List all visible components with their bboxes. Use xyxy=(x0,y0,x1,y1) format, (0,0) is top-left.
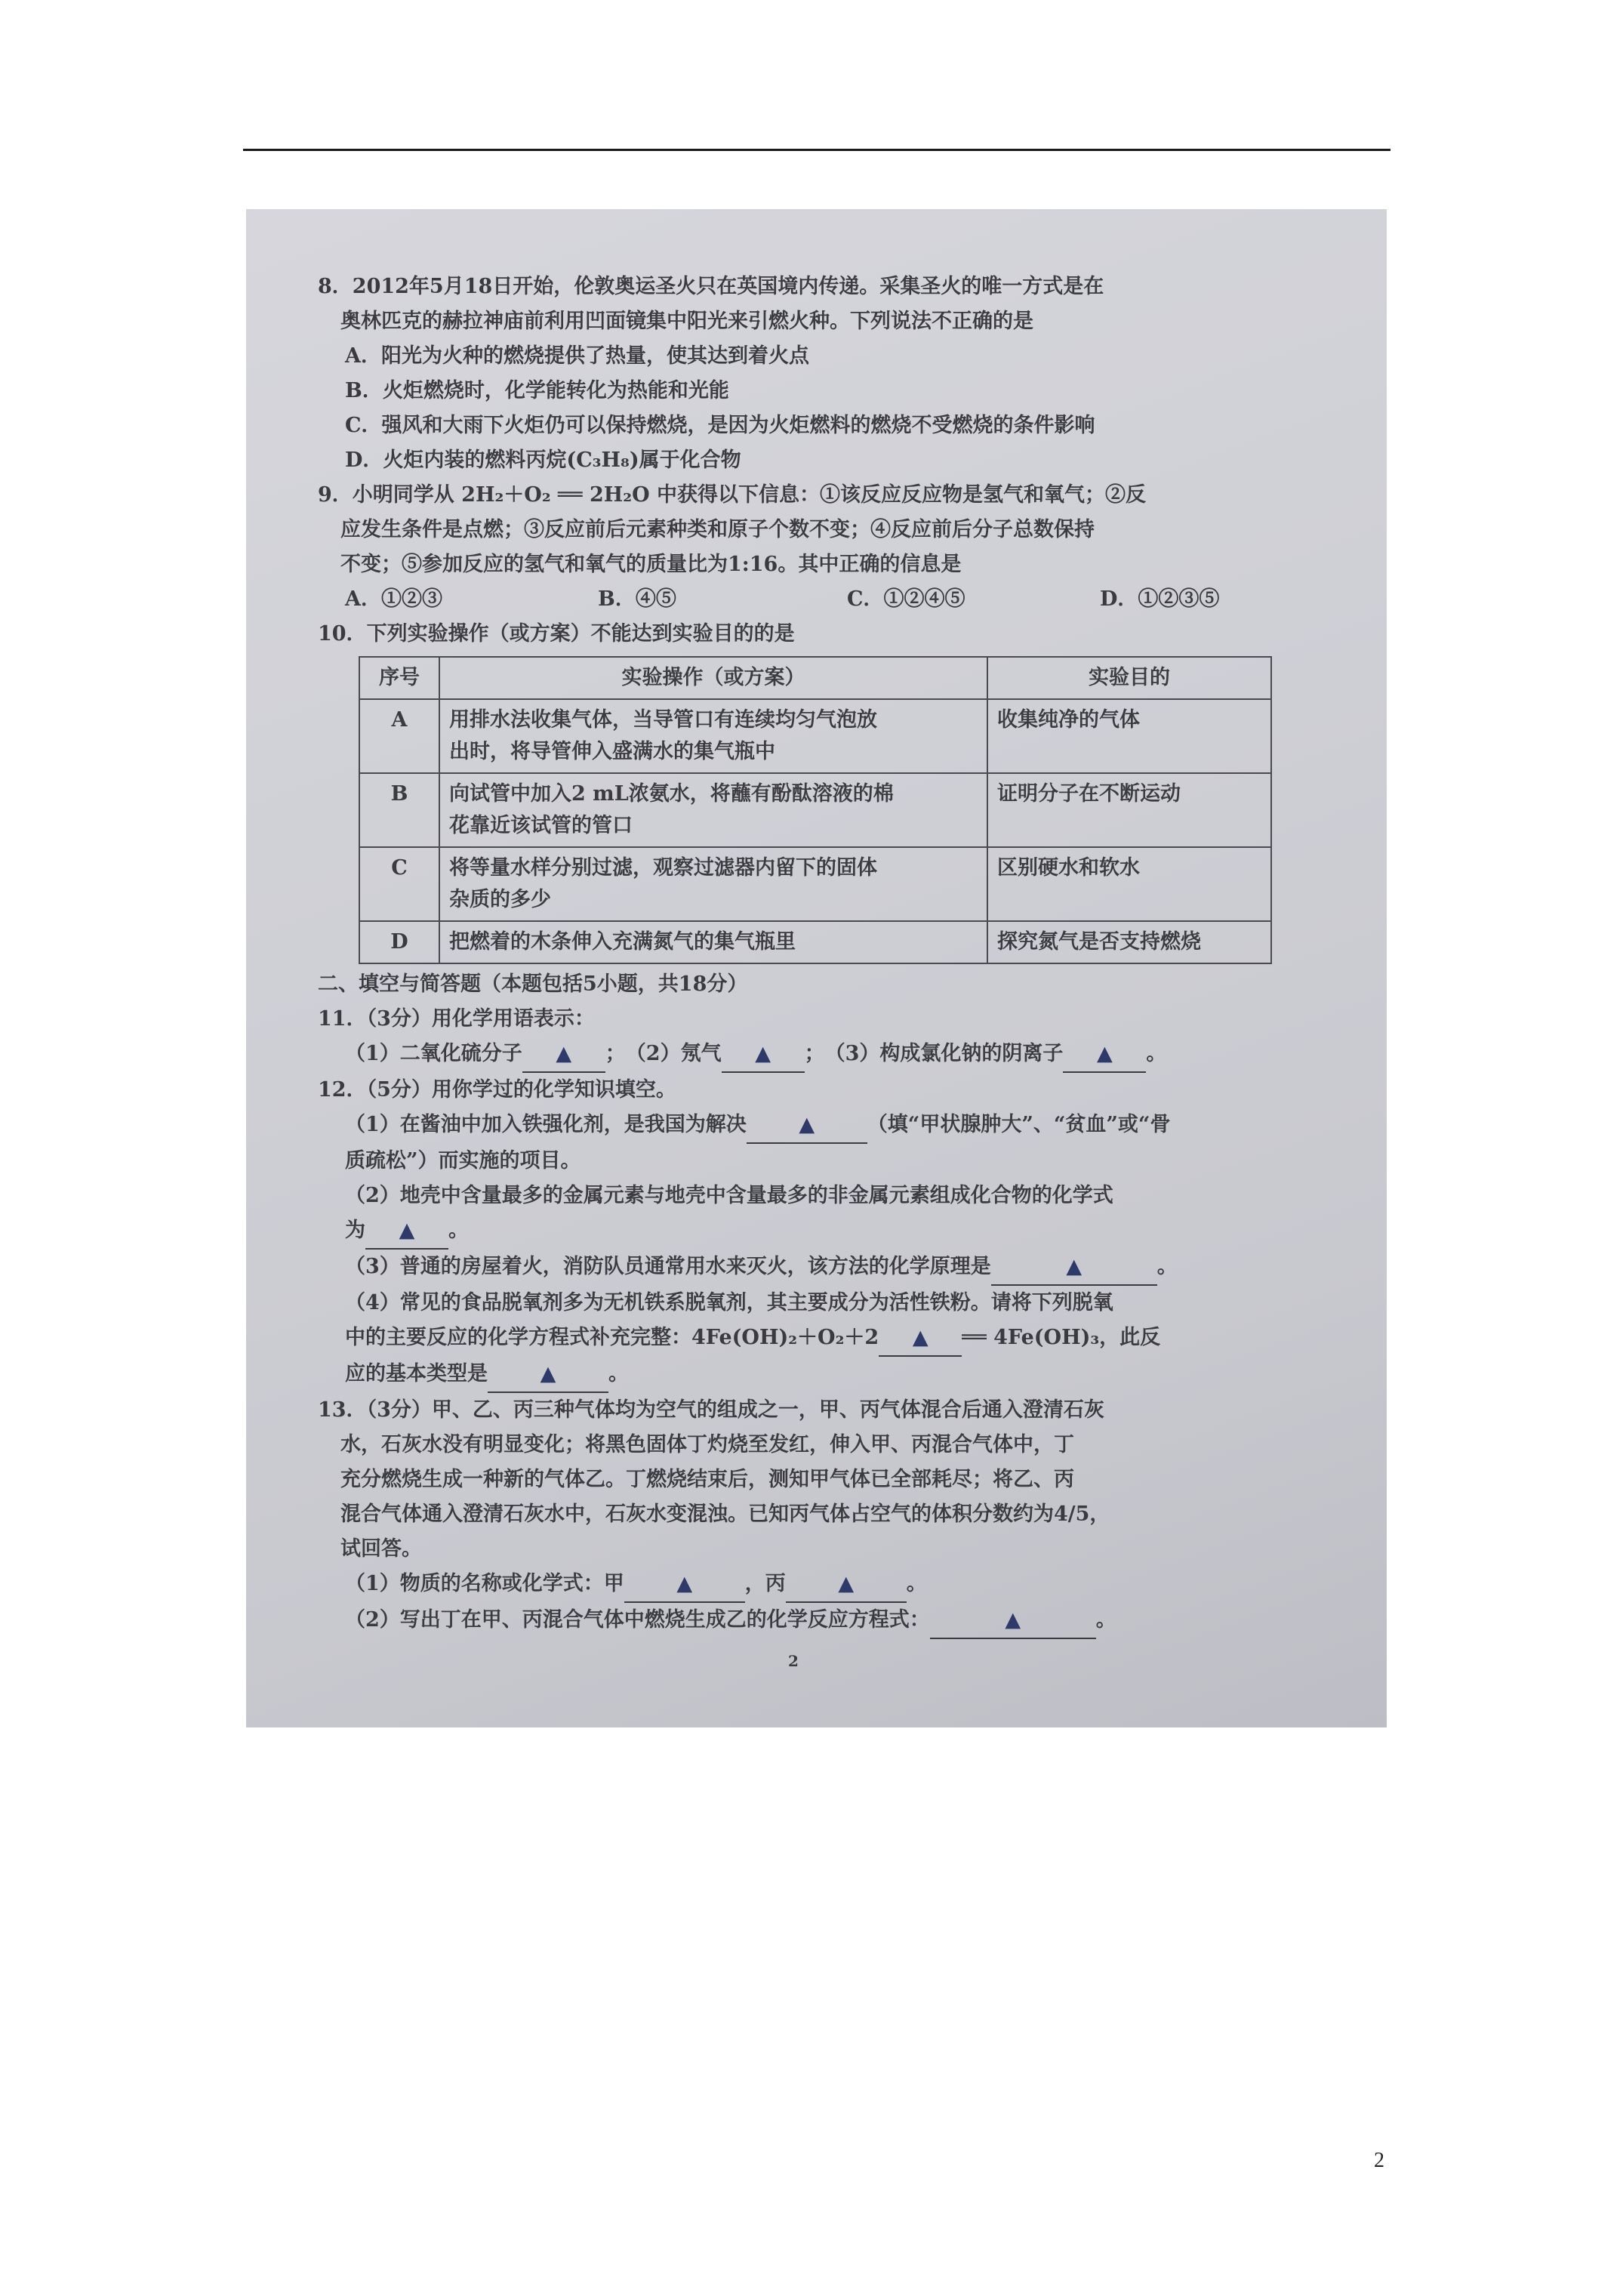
row-id: D xyxy=(359,921,439,963)
q12-s2-end: 。 xyxy=(448,1219,469,1242)
row-operation-line: 将等量水样分别过滤，观察过滤器内留下的固体 xyxy=(449,856,877,880)
row-operation xyxy=(439,847,987,921)
q9-option-c: C．①②④⑤ xyxy=(847,587,965,611)
q8-line-1: 8．2012年5月18日开始，伦敦奥运圣火只在英国境内传递。采集圣火的唯一方式是在 xyxy=(318,275,1104,298)
header-rule xyxy=(243,149,1390,151)
q9-line-2: 应发生条件是点燃；③反应前后元素种类和原子个数不变；④反应前后分子总数保持 xyxy=(340,518,1095,541)
answer-blank[interactable] xyxy=(722,1037,805,1073)
q11-part-3: ； （3）构成氯化钠的阴离子 xyxy=(804,1042,1064,1065)
row-operation-line: 出时，将导管伸入盛满水的集气瓶中 xyxy=(449,740,775,763)
q8-option-d: D．火炬内装的燃料丙烷(C₃H₈)属于化合物 xyxy=(345,448,741,472)
header-goal: 实验目的 xyxy=(987,657,1271,699)
triangle-mark-icon: ▲ xyxy=(912,1326,929,1349)
q13-line-1: 13．（3分）甲、乙、丙三种气体均为空气的组成之一，甲、丙气体混合后通入澄清石灰 xyxy=(318,1398,1104,1422)
q13-sub-1 xyxy=(318,1567,1329,1603)
answer-blank[interactable] xyxy=(365,1213,448,1250)
answer-blank[interactable] xyxy=(930,1603,1096,1639)
header-operation: 实验操作（或方案） xyxy=(439,657,987,699)
row-operation-line: 杂质的多少 xyxy=(449,888,551,911)
q12-sub-2: （2）地壳中含量最多的金属元素与地壳中含量最多的非金属元素组成化合物的化学式 xyxy=(345,1184,1113,1207)
q9-line-1: 9．小明同学从 2H₂＋O₂ ══ 2H₂O 中获得以下信息：①该反应反应物是氢气和氧气；②反 xyxy=(318,483,1147,507)
q13-sub-2 xyxy=(318,1603,1329,1639)
triangle-mark-icon: ▲ xyxy=(1097,1042,1113,1065)
exam-content xyxy=(318,270,1329,1678)
q12-s4-equation-end: ══ 4Fe(OH)₃，此反 xyxy=(962,1326,1161,1349)
answer-blank[interactable] xyxy=(522,1037,605,1073)
q13-s1-text: （1）物质的名称或化学式：甲 xyxy=(345,1572,624,1595)
q9-option-b: B．④⑤ xyxy=(598,587,676,611)
q9-option-d: D．①②③⑤ xyxy=(1100,587,1220,611)
q13-s1-end: 。 xyxy=(906,1572,927,1595)
answer-blank[interactable] xyxy=(488,1357,608,1393)
triangle-mark-icon: ▲ xyxy=(1005,1608,1021,1632)
q10-stem: 10．下列实验操作（或方案）不能达到实验目的的是 xyxy=(318,622,795,646)
row-goal: 收集纯净的气体 xyxy=(987,699,1271,773)
q11-part-1: （1）二氧化硫分子 xyxy=(345,1042,522,1065)
triangle-mark-icon: ▲ xyxy=(755,1042,771,1065)
q8-option-a: A．阳光为火种的燃烧提供了热量，使其达到着火点 xyxy=(345,344,809,368)
row-operation xyxy=(439,699,987,773)
q12-s4-type-text: 应的基本类型是 xyxy=(345,1362,488,1385)
q13-s2-text: （2）写出丁在甲、丙混合气体中燃烧生成乙的化学反应方程式： xyxy=(345,1608,930,1632)
q13-line-5: 试回答。 xyxy=(340,1537,422,1561)
triangle-mark-icon: ▲ xyxy=(676,1572,693,1595)
section-2-heading: 二、填空与简答题（本题包括5小题，共18分） xyxy=(318,972,748,996)
q12-s4-end: 。 xyxy=(608,1362,629,1385)
q11-part-2: ； （2）氖气 xyxy=(605,1042,722,1065)
q9-option-a: A．①②③ xyxy=(345,587,442,611)
q12-sub-1-cont: 质疏松”）而实施的项目。 xyxy=(345,1149,581,1173)
q8-line-2: 奥林匹克的赫拉神庙前利用凹面镜集中阳光来引燃火种。下列说法不正确的是 xyxy=(340,310,1033,333)
q12-stem: 12．（5分）用你学过的化学知识填空。 xyxy=(318,1078,676,1102)
q13-line-2: 水，石灰水没有明显变化；将黑色固体丁灼烧至发红，伸入甲、丙混合气体中，丁 xyxy=(340,1433,1074,1456)
q12-sub-1 xyxy=(318,1108,1329,1144)
table-row xyxy=(359,699,1271,773)
q10-experiment-table xyxy=(359,656,1272,964)
q12-s1-hint: （填“甲状腺肿大”、“贫血”或“骨 xyxy=(867,1113,1171,1136)
row-id: A xyxy=(359,699,439,773)
triangle-mark-icon: ▲ xyxy=(838,1572,855,1595)
q12-s4-text: 中的主要反应的化学方程式补充完整：4Fe(OH)₂＋O₂＋2 xyxy=(345,1326,879,1349)
row-operation-line: 用排水法收集气体，当导管口有连续均匀气泡放 xyxy=(449,708,877,732)
q11-end: 。 xyxy=(1146,1042,1167,1065)
triangle-mark-icon: ▲ xyxy=(1066,1255,1083,1278)
q12-s2-text: 为 xyxy=(345,1219,365,1242)
triangle-mark-icon: ▲ xyxy=(556,1042,572,1065)
page-number: 2 xyxy=(1374,2149,1384,2172)
triangle-mark-icon: ▲ xyxy=(399,1219,415,1242)
q11-parts xyxy=(318,1037,1329,1073)
q12-sub-4-equation xyxy=(318,1321,1329,1357)
row-operation xyxy=(439,921,987,963)
answer-blank[interactable] xyxy=(747,1108,867,1144)
answer-blank[interactable] xyxy=(991,1250,1157,1286)
q12-sub-4: （4）常见的食品脱氧剂多为无机铁系脱氧剂，其主要成分为活性铁粉。请将下列脱氧 xyxy=(345,1291,1113,1314)
row-goal: 证明分子在不断运动 xyxy=(987,773,1271,847)
q12-sub-4-type xyxy=(318,1357,1329,1393)
answer-blank[interactable] xyxy=(786,1567,907,1603)
table-row xyxy=(359,921,1271,963)
triangle-mark-icon: ▲ xyxy=(540,1362,556,1385)
row-operation-line: 把燃着的木条伸入充满氮气的集气瓶里 xyxy=(449,930,796,954)
table-header-row xyxy=(359,657,1271,699)
scanned-exam-photo xyxy=(246,209,1387,1727)
q12-s1-text: （1）在酱油中加入铁强化剂，是我国为解决 xyxy=(345,1113,747,1136)
q13-line-3: 充分燃烧生成一种新的气体乙。丁燃烧结束后，测知甲气体已全部耗尽；将乙、丙 xyxy=(340,1468,1074,1491)
q13-line-4: 混合气体通入澄清石灰水中，石灰水变混浊。已知丙气体占空气的体积分数约为4/5， xyxy=(340,1502,1110,1526)
q12-sub-3 xyxy=(318,1250,1329,1286)
table-row xyxy=(359,847,1271,921)
row-id: C xyxy=(359,847,439,921)
q11-stem: 11．（3分）用化学用语表示： xyxy=(318,1007,595,1031)
row-operation-line: 向试管中加入2 mL浓氨水，将蘸有酚酞溶液的棉 xyxy=(449,782,894,806)
triangle-mark-icon: ▲ xyxy=(799,1113,815,1136)
q9-options xyxy=(318,582,1329,617)
header-id: 序号 xyxy=(359,657,439,699)
q12-s3-end: 。 xyxy=(1156,1255,1178,1278)
row-goal: 探究氮气是否支持燃烧 xyxy=(987,921,1271,963)
row-operation xyxy=(439,773,987,847)
q13-s2-end: 。 xyxy=(1095,1608,1116,1632)
q8-option-c: C．强风和大雨下火炬仍可以保持燃烧，是因为火炬燃料的燃烧不受燃烧的条件影响 xyxy=(345,414,1095,437)
answer-blank[interactable] xyxy=(624,1567,745,1603)
answer-blank[interactable] xyxy=(879,1321,962,1357)
row-id: B xyxy=(359,773,439,847)
row-operation-line: 花靠近该试管的管口 xyxy=(449,814,633,837)
photo-page-number: 2 xyxy=(788,1652,799,1670)
q13-s1-mid: ，丙 xyxy=(744,1572,786,1595)
row-goal: 区别硬水和软水 xyxy=(987,847,1271,921)
q12-s3-text: （3）普通的房屋着火，消防队员通常用水来灭火，该方法的化学原理是 xyxy=(345,1255,991,1278)
q9-line-3: 不变；⑤参加反应的氢气和氧气的质量比为1:16。其中正确的信息是 xyxy=(340,553,962,576)
q12-sub-2-cont xyxy=(318,1213,1329,1250)
answer-blank[interactable] xyxy=(1063,1037,1146,1073)
q8-option-b: B．火炬燃烧时，化学能转化为热能和光能 xyxy=(345,379,729,402)
table-row xyxy=(359,773,1271,847)
